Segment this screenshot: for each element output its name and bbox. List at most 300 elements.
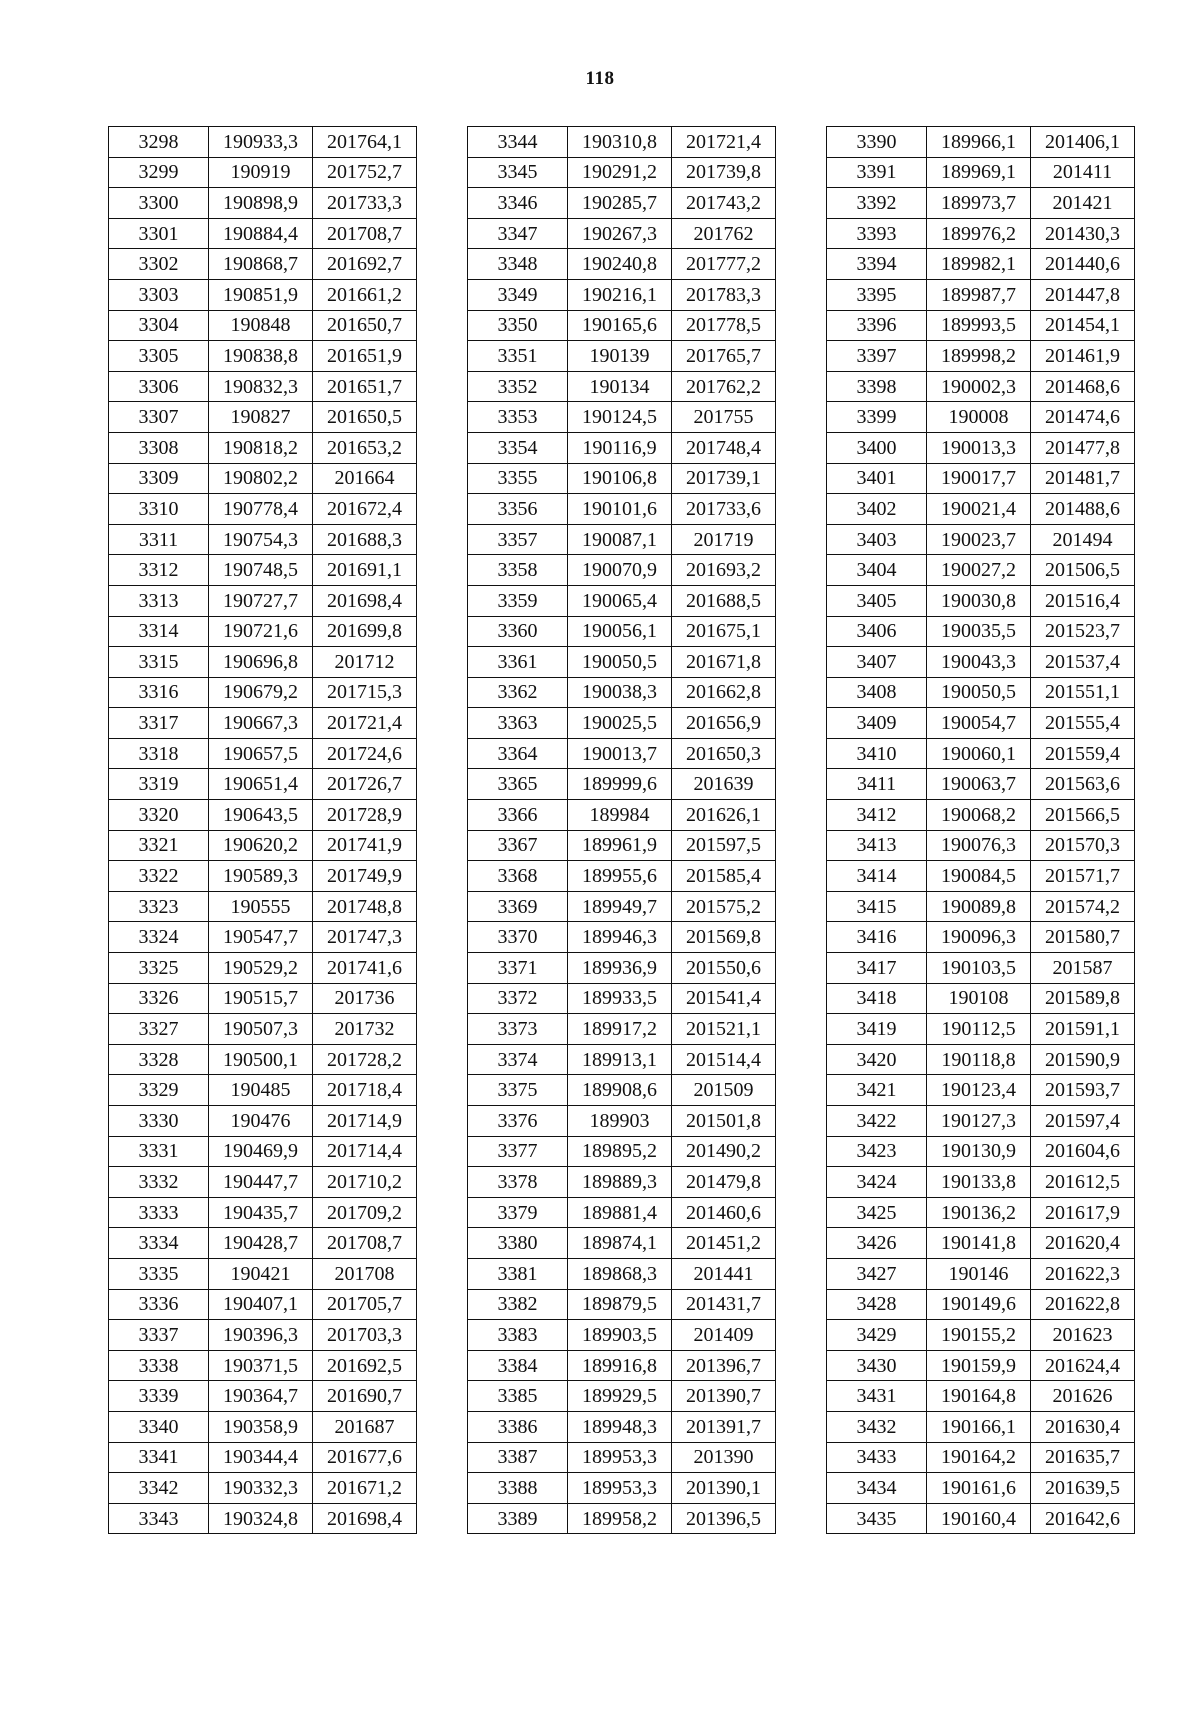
- y-coordinate-cell: 201447,8: [1031, 279, 1135, 310]
- y-coordinate-cell: 201622,3: [1031, 1258, 1135, 1289]
- table-row: [468, 341, 776, 372]
- y-coordinate-cell: 201650,3: [672, 738, 776, 769]
- point-number-cell: 3394: [827, 249, 927, 280]
- x-coordinate-cell: 189913,1: [568, 1044, 672, 1075]
- y-coordinate-cell: 201688,3: [313, 524, 417, 555]
- point-number-cell: 3423: [827, 1136, 927, 1167]
- y-coordinate-cell: 201623: [1031, 1320, 1135, 1351]
- point-number-cell: 3376: [468, 1106, 568, 1137]
- table-row: [827, 1106, 1135, 1137]
- point-number-cell: 3318: [109, 738, 209, 769]
- table-row: [109, 1014, 417, 1045]
- x-coordinate-cell: 190851,9: [209, 279, 313, 310]
- point-number-cell: 3339: [109, 1381, 209, 1412]
- table-row: [827, 310, 1135, 341]
- table-row: [468, 1320, 776, 1351]
- y-coordinate-cell: 201585,4: [672, 861, 776, 892]
- table-row: [109, 127, 417, 158]
- table-row: [468, 402, 776, 433]
- x-coordinate-cell: 190124,5: [568, 402, 672, 433]
- y-coordinate-cell: 201708,7: [313, 1228, 417, 1259]
- point-number-cell: 3304: [109, 310, 209, 341]
- y-coordinate-cell: 201597,5: [672, 830, 776, 861]
- x-coordinate-cell: 190087,1: [568, 524, 672, 555]
- point-number-cell: 3417: [827, 953, 927, 984]
- y-coordinate-cell: 201514,4: [672, 1044, 776, 1075]
- y-coordinate-cell: 201687: [313, 1411, 417, 1442]
- y-coordinate-cell: 201430,3: [1031, 218, 1135, 249]
- y-coordinate-cell: 201724,6: [313, 738, 417, 769]
- x-coordinate-cell: 189908,6: [568, 1075, 672, 1106]
- point-number-cell: 3398: [827, 371, 927, 402]
- point-number-cell: 3402: [827, 494, 927, 525]
- y-coordinate-cell: 201396,5: [672, 1503, 776, 1534]
- x-coordinate-cell: 190149,6: [927, 1289, 1031, 1320]
- point-number-cell: 3359: [468, 585, 568, 616]
- y-coordinate-cell: 201390: [672, 1442, 776, 1473]
- y-coordinate-cell: 201591,1: [1031, 1014, 1135, 1045]
- y-coordinate-cell: 201411: [1031, 157, 1135, 188]
- table-row: [109, 708, 417, 739]
- point-number-cell: 3320: [109, 800, 209, 831]
- x-coordinate-cell: 189929,5: [568, 1381, 672, 1412]
- y-coordinate-cell: 201622,8: [1031, 1289, 1135, 1320]
- table-row: [468, 738, 776, 769]
- x-coordinate-cell: 190070,9: [568, 555, 672, 586]
- point-number-cell: 3385: [468, 1381, 568, 1412]
- point-number-cell: 3345: [468, 157, 568, 188]
- y-coordinate-cell: 201739,8: [672, 157, 776, 188]
- x-coordinate-cell: 190216,1: [568, 279, 672, 310]
- x-coordinate-cell: 190421: [209, 1258, 313, 1289]
- point-number-cell: 3324: [109, 922, 209, 953]
- table-row: [468, 555, 776, 586]
- y-coordinate-cell: 201575,2: [672, 891, 776, 922]
- point-number-cell: 3391: [827, 157, 927, 188]
- point-number-cell: 3335: [109, 1258, 209, 1289]
- point-number-cell: 3323: [109, 891, 209, 922]
- table-row: [468, 800, 776, 831]
- point-number-cell: 3315: [109, 647, 209, 678]
- table-row: [468, 1411, 776, 1442]
- x-coordinate-cell: 190096,3: [927, 922, 1031, 953]
- y-coordinate-cell: 201431,7: [672, 1289, 776, 1320]
- point-number-cell: 3396: [827, 310, 927, 341]
- point-number-cell: 3416: [827, 922, 927, 953]
- y-coordinate-cell: 201675,1: [672, 616, 776, 647]
- point-number-cell: 3414: [827, 861, 927, 892]
- y-coordinate-cell: 201718,4: [313, 1075, 417, 1106]
- table-row: [109, 1473, 417, 1504]
- y-coordinate-cell: 201728,2: [313, 1044, 417, 1075]
- y-coordinate-cell: 201597,4: [1031, 1106, 1135, 1137]
- point-number-cell: 3415: [827, 891, 927, 922]
- y-coordinate-cell: 201671,8: [672, 647, 776, 678]
- point-number-cell: 3349: [468, 279, 568, 310]
- x-coordinate-cell: 190721,6: [209, 616, 313, 647]
- point-number-cell: 3327: [109, 1014, 209, 1045]
- point-number-cell: 3371: [468, 953, 568, 984]
- point-number-cell: 3427: [827, 1258, 927, 1289]
- point-number-cell: 3433: [827, 1442, 927, 1473]
- table-row: [109, 249, 417, 280]
- x-coordinate-cell: 190043,3: [927, 647, 1031, 678]
- point-number-cell: 3342: [109, 1473, 209, 1504]
- y-coordinate-cell: 201708: [313, 1258, 417, 1289]
- y-coordinate-cell: 201494: [1031, 524, 1135, 555]
- table-row: [468, 524, 776, 555]
- point-number-cell: 3389: [468, 1503, 568, 1534]
- x-coordinate-cell: 190933,3: [209, 127, 313, 158]
- x-coordinate-cell: 190013,7: [568, 738, 672, 769]
- x-coordinate-cell: 190507,3: [209, 1014, 313, 1045]
- table-row: [109, 1503, 417, 1534]
- point-number-cell: 3409: [827, 708, 927, 739]
- point-number-cell: 3378: [468, 1167, 568, 1198]
- y-coordinate-cell: 201624,4: [1031, 1350, 1135, 1381]
- y-coordinate-cell: 201563,6: [1031, 769, 1135, 800]
- x-coordinate-cell: 190515,7: [209, 983, 313, 1014]
- x-coordinate-cell: 190469,9: [209, 1136, 313, 1167]
- table-row: [109, 310, 417, 341]
- table-row: [109, 432, 417, 463]
- y-coordinate-cell: 201690,7: [313, 1381, 417, 1412]
- x-coordinate-cell: 190146: [927, 1258, 1031, 1289]
- x-coordinate-cell: 190754,3: [209, 524, 313, 555]
- y-coordinate-cell: 201481,7: [1031, 463, 1135, 494]
- y-coordinate-cell: 201590,9: [1031, 1044, 1135, 1075]
- y-coordinate-cell: 201719: [672, 524, 776, 555]
- x-coordinate-cell: 190848: [209, 310, 313, 341]
- x-coordinate-cell: 190818,2: [209, 432, 313, 463]
- x-coordinate-cell: 190076,3: [927, 830, 1031, 861]
- point-number-cell: 3381: [468, 1258, 568, 1289]
- table-row: [468, 677, 776, 708]
- table-row: [468, 249, 776, 280]
- point-number-cell: 3357: [468, 524, 568, 555]
- point-number-cell: 3368: [468, 861, 568, 892]
- point-number-cell: 3325: [109, 953, 209, 984]
- table-row: [827, 1442, 1135, 1473]
- x-coordinate-cell: 190555: [209, 891, 313, 922]
- table-row: [827, 341, 1135, 372]
- table-row: [468, 1381, 776, 1412]
- point-number-cell: 3379: [468, 1197, 568, 1228]
- x-coordinate-cell: 190838,8: [209, 341, 313, 372]
- point-number-cell: 3331: [109, 1136, 209, 1167]
- point-number-cell: 3311: [109, 524, 209, 555]
- point-number-cell: 3375: [468, 1075, 568, 1106]
- y-coordinate-cell: 201593,7: [1031, 1075, 1135, 1106]
- x-coordinate-cell: 190021,4: [927, 494, 1031, 525]
- x-coordinate-cell: 190050,5: [927, 677, 1031, 708]
- x-coordinate-cell: 190696,8: [209, 647, 313, 678]
- point-number-cell: 3388: [468, 1473, 568, 1504]
- table-row: [109, 555, 417, 586]
- y-coordinate-cell: 201762,2: [672, 371, 776, 402]
- point-number-cell: 3374: [468, 1044, 568, 1075]
- x-coordinate-cell: 190023,7: [927, 524, 1031, 555]
- y-coordinate-cell: 201589,8: [1031, 983, 1135, 1014]
- x-coordinate-cell: 189881,4: [568, 1197, 672, 1228]
- table-row: [468, 1136, 776, 1167]
- x-coordinate-cell: 189949,7: [568, 891, 672, 922]
- x-coordinate-cell: 190127,3: [927, 1106, 1031, 1137]
- table-row: [109, 1167, 417, 1198]
- x-coordinate-cell: 190112,5: [927, 1014, 1031, 1045]
- point-number-cell: 3302: [109, 249, 209, 280]
- point-number-cell: 3386: [468, 1411, 568, 1442]
- table-row: [109, 218, 417, 249]
- x-coordinate-cell: 190240,8: [568, 249, 672, 280]
- table-row: [468, 983, 776, 1014]
- x-coordinate-cell: 189982,1: [927, 249, 1031, 280]
- y-coordinate-cell: 201743,2: [672, 188, 776, 219]
- point-number-cell: 3399: [827, 402, 927, 433]
- x-coordinate-cell: 190447,7: [209, 1167, 313, 1198]
- point-number-cell: 3351: [468, 341, 568, 372]
- table-row: [827, 494, 1135, 525]
- x-coordinate-cell: 190643,5: [209, 800, 313, 831]
- y-coordinate-cell: 201537,4: [1031, 647, 1135, 678]
- x-coordinate-cell: 190025,5: [568, 708, 672, 739]
- point-number-cell: 3350: [468, 310, 568, 341]
- x-coordinate-cell: 190358,9: [209, 1411, 313, 1442]
- x-coordinate-cell: 190589,3: [209, 861, 313, 892]
- point-number-cell: 3348: [468, 249, 568, 280]
- point-number-cell: 3362: [468, 677, 568, 708]
- point-number-cell: 3395: [827, 279, 927, 310]
- y-coordinate-cell: 201688,5: [672, 585, 776, 616]
- y-coordinate-cell: 201764,1: [313, 127, 417, 158]
- table-row: [827, 1411, 1135, 1442]
- table-row: [827, 1473, 1135, 1504]
- y-coordinate-cell: 201732: [313, 1014, 417, 1045]
- point-number-cell: 3346: [468, 188, 568, 219]
- table-row: [827, 157, 1135, 188]
- y-coordinate-cell: 201739,1: [672, 463, 776, 494]
- point-number-cell: 3426: [827, 1228, 927, 1259]
- x-coordinate-cell: 190476: [209, 1106, 313, 1137]
- x-coordinate-cell: 190164,2: [927, 1442, 1031, 1473]
- table-row: [468, 494, 776, 525]
- x-coordinate-cell: 189879,5: [568, 1289, 672, 1320]
- point-number-cell: 3401: [827, 463, 927, 494]
- x-coordinate-cell: 190919: [209, 157, 313, 188]
- point-number-cell: 3372: [468, 983, 568, 1014]
- point-number-cell: 3333: [109, 1197, 209, 1228]
- x-coordinate-cell: 190868,7: [209, 249, 313, 280]
- table-row: [827, 769, 1135, 800]
- point-number-cell: 3305: [109, 341, 209, 372]
- y-coordinate-cell: 201741,6: [313, 953, 417, 984]
- table-row: [109, 524, 417, 555]
- point-number-cell: 3313: [109, 585, 209, 616]
- point-number-cell: 3340: [109, 1411, 209, 1442]
- table-row: [827, 1350, 1135, 1381]
- point-number-cell: 3419: [827, 1014, 927, 1045]
- x-coordinate-cell: 190089,8: [927, 891, 1031, 922]
- point-number-cell: 3392: [827, 188, 927, 219]
- table-row: [827, 188, 1135, 219]
- y-coordinate-cell: 201703,3: [313, 1320, 417, 1351]
- point-number-cell: 3432: [827, 1411, 927, 1442]
- x-coordinate-cell: 189895,2: [568, 1136, 672, 1167]
- y-coordinate-cell: 201406,1: [1031, 127, 1135, 158]
- y-coordinate-cell: 201390,1: [672, 1473, 776, 1504]
- x-coordinate-cell: 190485: [209, 1075, 313, 1106]
- x-coordinate-cell: 190141,8: [927, 1228, 1031, 1259]
- point-number-cell: 3422: [827, 1106, 927, 1137]
- page-number: 118: [585, 68, 615, 89]
- point-number-cell: 3420: [827, 1044, 927, 1075]
- table-row: [109, 1197, 417, 1228]
- table-row: [109, 1350, 417, 1381]
- point-number-cell: 3364: [468, 738, 568, 769]
- y-coordinate-cell: 201626: [1031, 1381, 1135, 1412]
- x-coordinate-cell: 190332,3: [209, 1473, 313, 1504]
- point-number-cell: 3343: [109, 1503, 209, 1534]
- point-number-cell: 3431: [827, 1381, 927, 1412]
- point-number-cell: 3424: [827, 1167, 927, 1198]
- table-row: [109, 371, 417, 402]
- x-coordinate-cell: 189955,6: [568, 861, 672, 892]
- table-row: [109, 188, 417, 219]
- table-row: [827, 1044, 1135, 1075]
- y-coordinate-cell: 201715,3: [313, 677, 417, 708]
- x-coordinate-cell: 190164,8: [927, 1381, 1031, 1412]
- x-coordinate-cell: 190068,2: [927, 800, 1031, 831]
- point-number-cell: 3308: [109, 432, 209, 463]
- table-row: [468, 127, 776, 158]
- y-coordinate-cell: 201521,1: [672, 1014, 776, 1045]
- table-row: [468, 1075, 776, 1106]
- point-number-cell: 3408: [827, 677, 927, 708]
- y-coordinate-cell: 201721,4: [313, 708, 417, 739]
- point-number-cell: 3418: [827, 983, 927, 1014]
- y-coordinate-cell: 201409: [672, 1320, 776, 1351]
- x-coordinate-cell: 190134: [568, 371, 672, 402]
- point-number-cell: 3326: [109, 983, 209, 1014]
- y-coordinate-cell: 201650,5: [313, 402, 417, 433]
- table-row: [468, 953, 776, 984]
- x-coordinate-cell: 190898,9: [209, 188, 313, 219]
- y-coordinate-cell: 201783,3: [672, 279, 776, 310]
- table-row: [468, 188, 776, 219]
- table-row: [468, 1258, 776, 1289]
- point-number-cell: 3387: [468, 1442, 568, 1473]
- point-number-cell: 3429: [827, 1320, 927, 1351]
- table-row: [468, 1350, 776, 1381]
- y-coordinate-cell: 201421: [1031, 188, 1135, 219]
- y-coordinate-cell: 201642,6: [1031, 1503, 1135, 1534]
- y-coordinate-cell: 201604,6: [1031, 1136, 1135, 1167]
- x-coordinate-cell: 190060,1: [927, 738, 1031, 769]
- table-row: [109, 1411, 417, 1442]
- y-coordinate-cell: 201736: [313, 983, 417, 1014]
- table-row: [468, 647, 776, 678]
- y-coordinate-cell: 201570,3: [1031, 830, 1135, 861]
- table-row: [468, 616, 776, 647]
- table-row: [109, 1320, 417, 1351]
- x-coordinate-cell: 190428,7: [209, 1228, 313, 1259]
- point-number-cell: 3301: [109, 218, 209, 249]
- x-coordinate-cell: 190161,6: [927, 1473, 1031, 1504]
- table-row: [827, 861, 1135, 892]
- x-coordinate-cell: 190291,2: [568, 157, 672, 188]
- y-coordinate-cell: 201692,7: [313, 249, 417, 280]
- y-coordinate-cell: 201691,1: [313, 555, 417, 586]
- y-coordinate-cell: 201571,7: [1031, 861, 1135, 892]
- point-number-cell: 3299: [109, 157, 209, 188]
- point-number-cell: 3366: [468, 800, 568, 831]
- point-number-cell: 3370: [468, 922, 568, 953]
- y-coordinate-cell: 201651,7: [313, 371, 417, 402]
- table-row: [109, 1381, 417, 1412]
- x-coordinate-cell: 189998,2: [927, 341, 1031, 372]
- x-coordinate-cell: 190620,2: [209, 830, 313, 861]
- point-number-cell: 3383: [468, 1320, 568, 1351]
- x-coordinate-cell: 190166,1: [927, 1411, 1031, 1442]
- y-coordinate-cell: 201714,9: [313, 1106, 417, 1137]
- point-number-cell: 3384: [468, 1350, 568, 1381]
- point-number-cell: 3425: [827, 1197, 927, 1228]
- point-number-cell: 3363: [468, 708, 568, 739]
- y-coordinate-cell: 201671,2: [313, 1473, 417, 1504]
- y-coordinate-cell: 201461,9: [1031, 341, 1135, 372]
- x-coordinate-cell: 189903,5: [568, 1320, 672, 1351]
- table-row: [468, 1503, 776, 1534]
- table-row: [109, 677, 417, 708]
- x-coordinate-cell: 189973,7: [927, 188, 1031, 219]
- y-coordinate-cell: 201587: [1031, 953, 1135, 984]
- table-row: [109, 738, 417, 769]
- y-coordinate-cell: 201693,2: [672, 555, 776, 586]
- table-row: [468, 1442, 776, 1473]
- x-coordinate-cell: 190778,4: [209, 494, 313, 525]
- table-row: [827, 922, 1135, 953]
- x-coordinate-cell: 190017,7: [927, 463, 1031, 494]
- table-row: [827, 279, 1135, 310]
- x-coordinate-cell: 189953,3: [568, 1442, 672, 1473]
- x-coordinate-cell: 189969,1: [927, 157, 1031, 188]
- x-coordinate-cell: 190324,8: [209, 1503, 313, 1534]
- table-row: [109, 341, 417, 372]
- point-number-cell: 3428: [827, 1289, 927, 1320]
- point-number-cell: 3393: [827, 218, 927, 249]
- y-coordinate-cell: 201479,8: [672, 1167, 776, 1198]
- x-coordinate-cell: 190884,4: [209, 218, 313, 249]
- x-coordinate-cell: 190116,9: [568, 432, 672, 463]
- x-coordinate-cell: 189874,1: [568, 1228, 672, 1259]
- point-number-cell: 3407: [827, 647, 927, 678]
- y-coordinate-cell: 201728,9: [313, 800, 417, 831]
- x-coordinate-cell: 189999,6: [568, 769, 672, 800]
- point-number-cell: 3397: [827, 341, 927, 372]
- table-row: [468, 861, 776, 892]
- point-number-cell: 3369: [468, 891, 568, 922]
- x-coordinate-cell: 190310,8: [568, 127, 672, 158]
- point-number-cell: 3410: [827, 738, 927, 769]
- x-coordinate-cell: 190106,8: [568, 463, 672, 494]
- point-number-cell: 3337: [109, 1320, 209, 1351]
- x-coordinate-cell: 190267,3: [568, 218, 672, 249]
- y-coordinate-cell: 201390,7: [672, 1381, 776, 1412]
- x-coordinate-cell: 190364,7: [209, 1381, 313, 1412]
- x-coordinate-cell: 189936,9: [568, 953, 672, 984]
- y-coordinate-cell: 201714,4: [313, 1136, 417, 1167]
- x-coordinate-cell: 189961,9: [568, 830, 672, 861]
